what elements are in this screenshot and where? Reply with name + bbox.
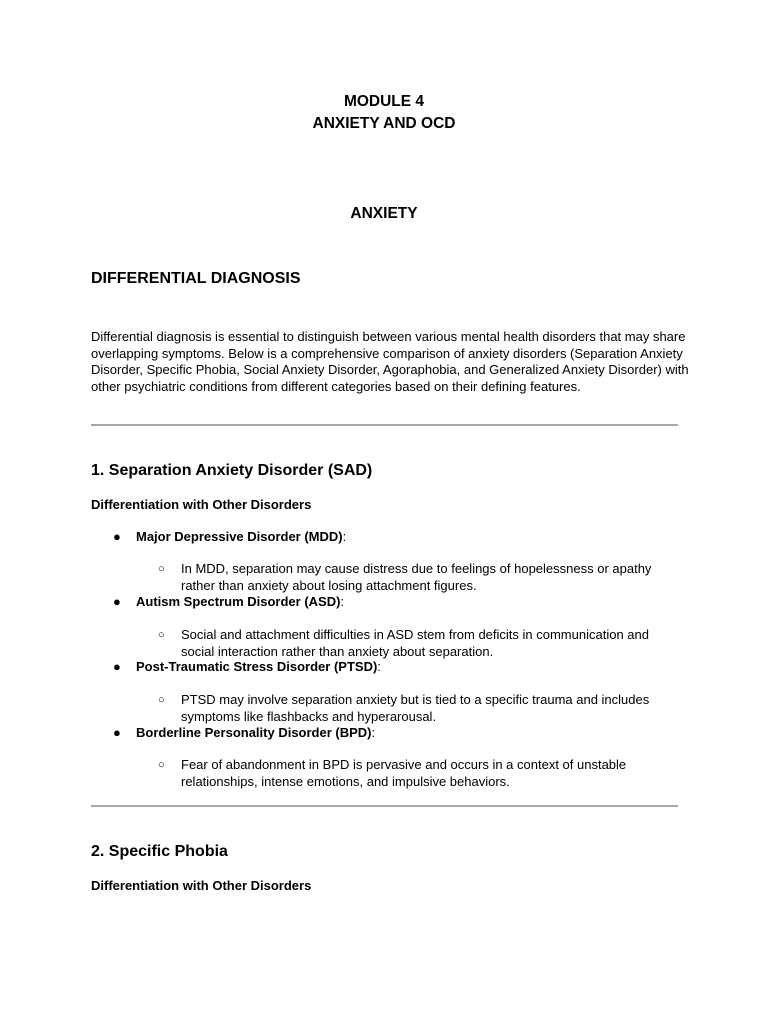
circle-bullet-icon: ○: [158, 759, 165, 771]
divider: [91, 805, 678, 807]
detail-text: In MDD, separation may cause distress due to feelings of hopelessness or apathy rather than anxiety about losing attachment figures.: [181, 561, 652, 593]
circle-bullet-icon: ○: [158, 694, 165, 706]
intro-paragraph: Differential diagnosis is essential to distinguish between various mental health disorders that may share overlapping symptoms. Below is a comprehensive comparison of anxiety disorders (Separation Anxiety Disorder, Specific Phobia, Social Anxiety Disorder, Agoraphobia, and Generalized Anxiety Disorder) with other psychiatric conditions from different categories based on their defining features.: [91, 329, 689, 394]
section-title: ANXIETY: [350, 205, 418, 222]
circle-bullet-icon: ○: [158, 629, 165, 641]
module-number: MODULE 4: [343, 93, 425, 110]
section-2-title: 2. Specific Phobia: [91, 843, 228, 860]
disorder-name: Autism Spectrum Disorder (ASD): [136, 594, 341, 609]
detail-text: PTSD may involve separation anxiety but is tied to a specific trauma and includes symptoms like flashbacks and hyperarousal.: [181, 692, 650, 724]
disorder-name: Post-Traumatic Stress Disorder (PTSD): [136, 659, 378, 674]
bullet-icon: ●: [113, 529, 121, 544]
detail-text: Fear of abandonment in BPD is pervasive and occurs in a context of unstable relationships, intense emotions, and impulsive behaviors.: [181, 757, 627, 789]
disorder-name: Major Depressive Disorder (MDD): [136, 529, 343, 544]
bullet-icon: ●: [113, 659, 121, 674]
section-1-subtitle: Differentiation with Other Disorders: [91, 497, 312, 512]
detail-text: Social and attachment difficulties in ASD stem from deficits in communication and social interaction rather than anxiety about separation.: [181, 627, 649, 659]
section-1-title: 1. Separation Anxiety Disorder (SAD): [91, 462, 373, 479]
document-page: MODULE 4 ANXIETY AND OCD ANXIETY DIFFERENTIAL DIAGNOSIS Differential diagnosis is essential to distinguish between various mental health disorders that may share overlapping symptoms. Below is a comprehensive comparison of anxiety disorders (Separation Anxiety Disorder, Specific Phobia, Social Anxiety Disorder, Agoraphobia, and Generalized Anxiety Disorder) with other psychiatric conditions from different categories based on their defining features. 1. Separation Anxiety Disorder (SAD) Differentiation with Other Disorders ● Major Depressive Disorder (MDD): ○ In MDD, separation may cause distress due to feelings of hopelessness or apathy rather than anxiety about losing attachment figures. ● Autism Spectrum Disorder (ASD): ○ Social and attachment difficulties in ASD stem from deficits in communication and social interaction rather than anxiety about separation. ● Post-Traumatic Stress Disorder (PTSD): ○ PTSD may involve separation anxiety but is tied to a specific trauma and includes symptoms like flashbacks and hyperarousal. ● Borderline Personality Disorder (BPD): ○ Fear of abandonment in BPD is pervasive and occurs in a context of unstable relationships, intense emotions, and impulsive behaviors. 2. Specific Phobia Differentiation with Other Disorders: [0, 0, 768, 1024]
section-2-subtitle: Differentiation with Other Disorders: [91, 878, 312, 893]
differential-heading: DIFFERENTIAL DIAGNOSIS: [91, 270, 301, 287]
divider: [91, 424, 678, 426]
bullet-icon: ●: [113, 594, 121, 609]
circle-bullet-icon: ○: [158, 563, 165, 575]
disorder-name: Borderline Personality Disorder (BPD): [136, 725, 372, 740]
bullet-icon: ●: [113, 725, 121, 740]
module-title: ANXIETY AND OCD: [312, 115, 456, 132]
